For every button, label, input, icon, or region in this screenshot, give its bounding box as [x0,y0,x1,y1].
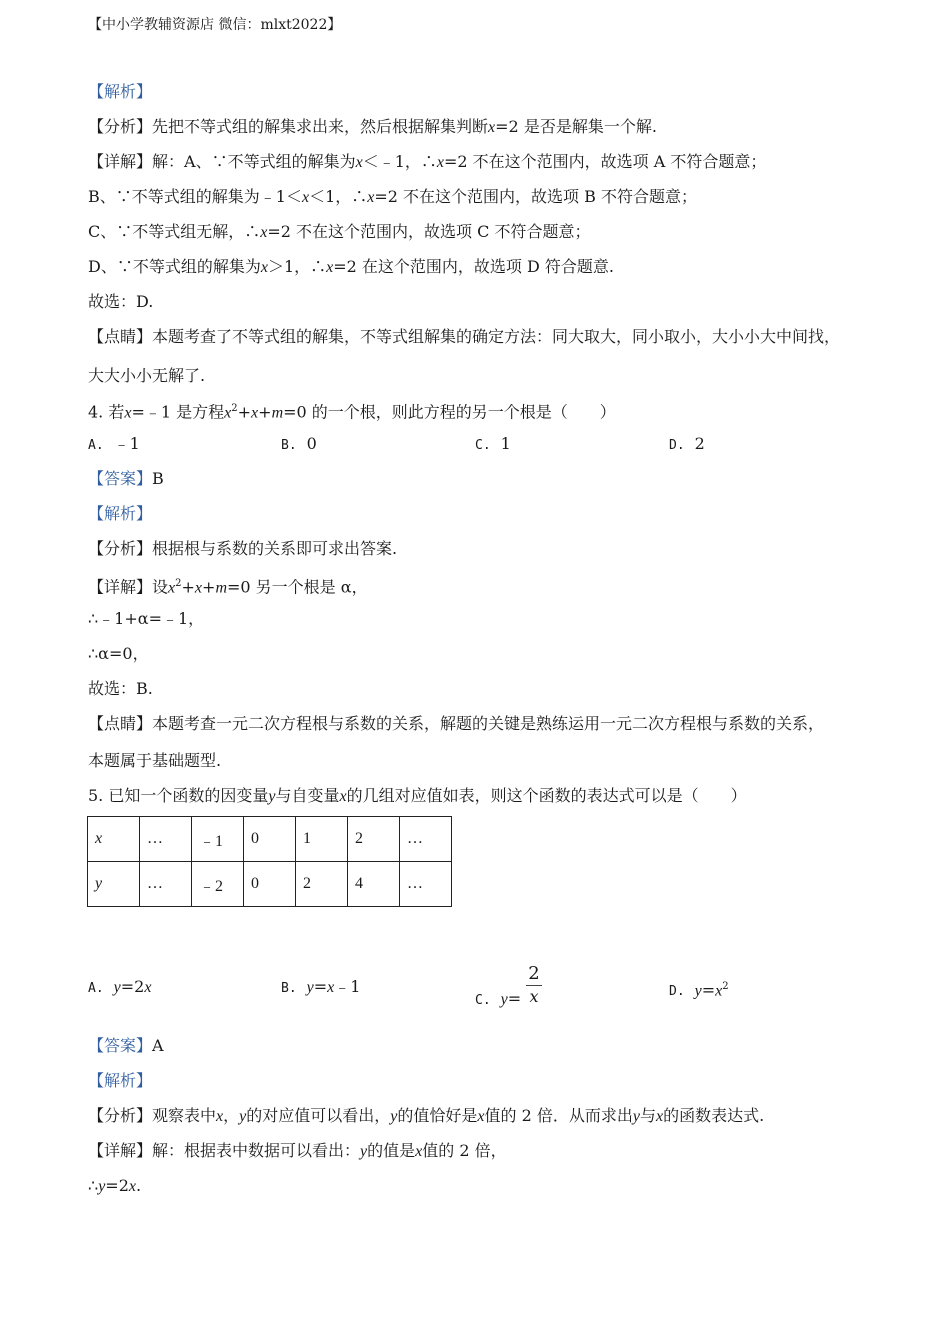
q5-option-c: C. y= $\frac{2}{x}$ [475,963,540,1008]
q5-stem: 5. 已知一个函数的因变量y与自变量x的几组对应值如表，则这个函数的表达式可以是（ ） [88,786,747,805]
table-cell: 4 [348,862,400,907]
table-cell: … [400,862,452,907]
table-cell: ﹣2 [192,862,244,907]
jiexi-label: 【解析】 [88,82,153,101]
q5-option-d: D. $y=x^2$ [669,980,729,1000]
q3-choose: 故选：D. [88,292,154,311]
q4-analysis: 【分析】根据根与系数的关系即可求出答案. [88,539,398,558]
q5-detail: 【详解】解：根据表中数据可以看出：y的值是x值的 2 倍， [88,1141,507,1160]
value-table [87,816,452,907]
q3-analysis: 【分析】先把不等式组的解集求出来，然后根据解集判断x=2 是否是解集一个解. [88,117,657,136]
q4-option-d: D. 2 [669,434,705,453]
fraction: $\frac{2}{x}$ [528,963,540,1006]
table-cell: … [140,817,192,862]
q4-option-b: B. 0 [281,434,317,453]
q4-answer: 【答案】B [88,469,164,488]
q5-jiexi-label: 【解析】 [88,1071,153,1090]
table-row-x [88,817,452,862]
q5-option-a: A. y=2x [88,977,152,996]
table-row-y [88,862,452,907]
page-header: 【中小学教辅资源店 微信：mlxt2022】 [88,17,342,33]
q4-comment-cont: 本题属于基础题型. [88,751,222,770]
table-cell: 0 [244,817,296,862]
q3-comment: 【点睛】本题考查了不等式组的解集，不等式组解集的确定方法：同大取大，同小取小，大小小大中间找， [88,327,841,346]
table-cell: 1 [296,817,348,862]
q5-final: ∴y=2x. [88,1176,142,1195]
q3-detail-a: 【详解】解：A、∵不等式组的解集为x＜﹣1，∴x=2 不在这个范围内，故选项 A 不符合题意； [88,152,767,171]
q4-detail: 【详解】设$x^2+x+m=0$ 另一个根是 α， [88,577,368,597]
q5-analysis: 【分析】观察表中x，y的对应值可以看出，y的值恰好是x值的 2 倍．从而求出y与x的函数表达式. [88,1106,765,1125]
q4-option-a: A. ﹣1 [88,434,140,453]
q4-jiexi-label: 【解析】 [88,504,153,523]
table-cell: 2 [348,817,400,862]
q5-option-b: B. y=x﹣1 [281,977,361,996]
table-cell: 0 [244,862,296,907]
table-cell: y [88,862,140,907]
q5-answer: 【答案】A [88,1036,164,1055]
q4-choose: 故选：B. [88,679,153,698]
q4-comment: 【点睛】本题考查一元二次方程根与系数的关系，解题的关键是熟练运用一元二次方程根与系数的关系， [88,714,825,733]
q3-detail-b: B、∵不等式组的解集为﹣1＜x＜1，∴x=2 不在这个范围内，故选项 B 不符合题意； [88,187,697,206]
q3-detail-d: D、∵不等式组的解集为x＞1，∴x=2 在这个范围内，故选项 D 符合题意. [88,257,615,276]
q4-stem: 4. 若x=﹣1 是方程$x^2+x+m=0$ 的一个根，则此方程的另一个根是（ ） [88,402,616,422]
q3-detail-c: C、∵不等式组无解，∴x=2 不在这个范围内，故选项 C 不符合题意； [88,222,591,241]
q4-step-2: ∴α=0， [88,644,149,663]
table-cell: … [400,817,452,862]
q3-comment-cont: 大大小小无解了. [88,366,206,385]
table-cell: x [88,817,140,862]
q4-option-c: C. 1 [475,434,511,453]
q4-step-1: ∴﹣1+α=﹣1， [88,609,205,628]
table-cell: … [140,862,192,907]
table-cell: ﹣1 [192,817,244,862]
table-cell: 2 [296,862,348,907]
